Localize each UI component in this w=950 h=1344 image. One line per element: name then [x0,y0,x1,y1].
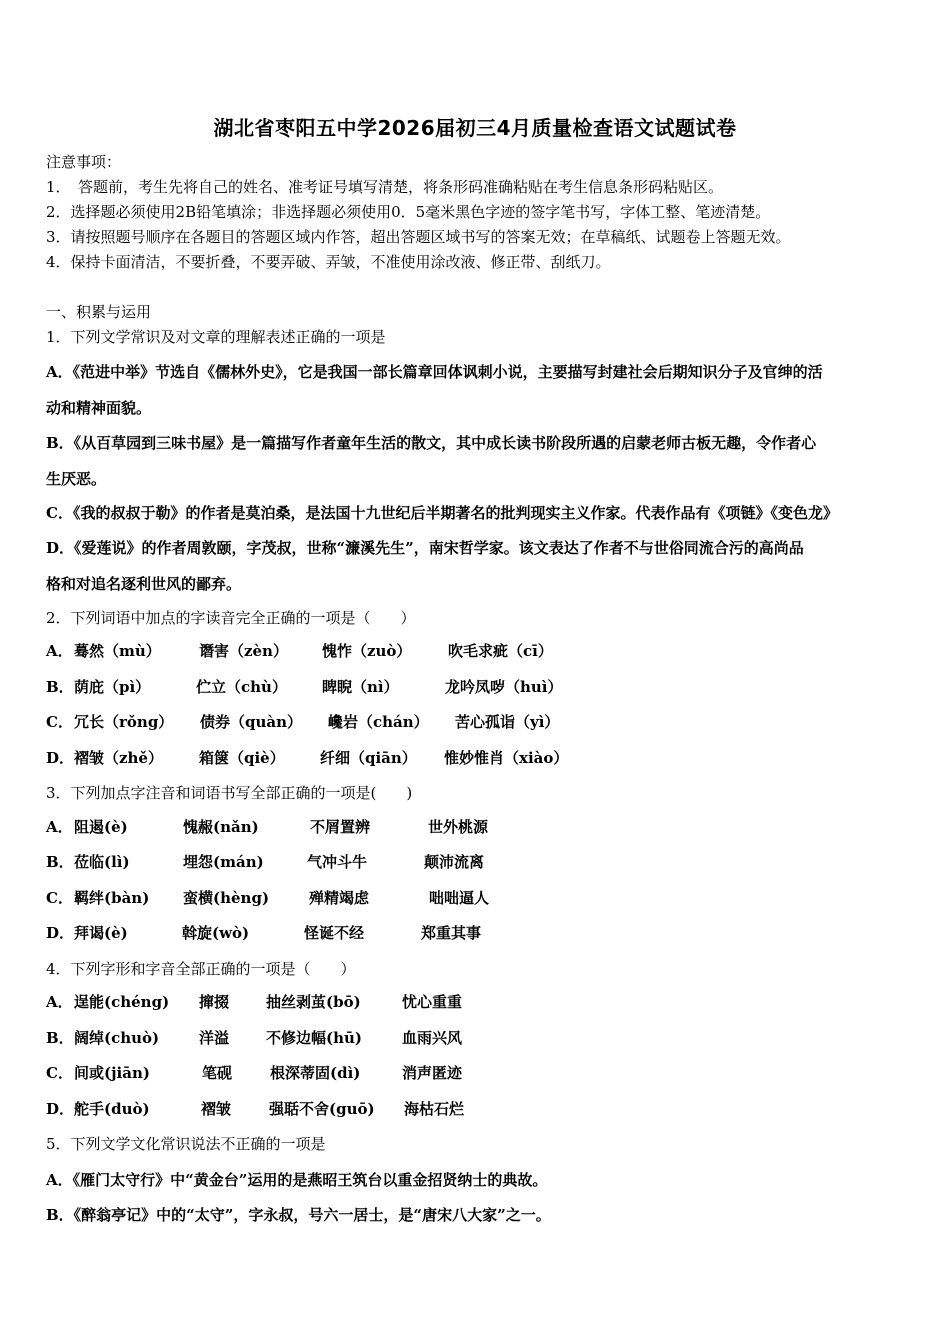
q3-stem: 3．下列加点字注音和词语书写全部正确的一项是( ) [46,784,413,802]
q2-option-a [46,641,553,661]
q1-option-d-line1: D．《爱莲说》的作者周敦颐，字茂叔，世称“濂溪先生”，南宋哲学家。该文表达了作者不与世俗同流合污的高尚品 [46,539,804,557]
option-word: 怪诞不经 [304,924,365,942]
option-label: C． [46,1064,73,1082]
option-label: C． [46,713,73,731]
option-word: 阻遏(è) [74,818,128,836]
q3-option-d [46,923,481,943]
option-word: 伫立（chù） [196,678,287,696]
notice-item-3: 3．请按照题号顺序在各题目的答题区域内作答，超出答题区域书写的答案无效；在草稿纸、试题卷上答题无效。 [46,228,791,246]
option-label: A． [46,642,73,660]
option-word: 纤细（qiān） [320,749,417,767]
notice-item-4: 4．保持卡面清洁，不要折叠，不要弄破、弄皱，不准使用涂改液、修正带、刮纸刀。 [46,253,611,271]
option-word: 冗长（rǒng） [74,713,174,731]
option-word: 龙吟凤哕（huì） [445,678,563,696]
option-word: 不屑置辨 [310,818,371,836]
option-label: B． [46,853,74,871]
notice-item-2: 2．选择题必须使用2B铅笔填涂；非选择题必须使用0．5毫米黑色字迹的签字笔书写，字体工整、笔迹清楚。 [46,203,771,221]
q1-stem: 1．下列文学常识及对文章的理解表述正确的一项是 [46,328,386,346]
q1-option-a-line2: 动和精神面貌。 [46,399,152,417]
q1-option-b-line2: 生厌恶。 [46,470,107,488]
option-word: 愧怍（zuò） [322,642,412,660]
option-word: 斡旋(wò) [182,924,250,942]
option-word: 咄咄逼人 [429,889,490,907]
option-word: 羁绊(bàn) [74,889,150,907]
q3-option-b [46,852,484,872]
option-label: D． [46,749,75,767]
option-word: 拜谒(è) [74,924,128,942]
q1-option-d-line2: 格和对追名逐利世风的鄙弃。 [46,575,242,593]
option-word: 不修边幅(hū) [266,1029,363,1047]
q4-stem: 4．下列字形和字音全部正确的一项是（ ） [46,960,356,978]
q2-option-c [46,712,559,732]
q1-option-a-line1: A．《范进中举》节选自《儒林外史》，它是我国一部长篇章回体讽刺小说，主要描写封建社会后期知识分子及官绅的活 [46,363,823,381]
q2-stem: 2．下列词语中加点的字读音完全正确的一项是（ ） [46,609,416,627]
option-word: 惟妙惟肖（xiào） [444,749,569,767]
q4-option-c [46,1063,462,1083]
option-word: 逞能(chéng) [74,993,170,1011]
option-word: 殚精竭虑 [309,889,370,907]
q5-option-b: B．《醉翁亭记》中的“太守”，字永叔，号六一居士，是“唐宋八大家”之一。 [46,1206,551,1224]
option-word: 强聒不舍(guō) [269,1100,375,1118]
option-word: 舵手(duò) [74,1100,150,1118]
option-word: 蓦然（mù） [74,642,161,660]
q4-option-b [46,1028,462,1048]
option-label: A． [46,818,73,836]
section-heading: 一、积累与运用 [46,303,152,321]
option-word: 笔砚 [202,1064,233,1082]
option-word: 债券（quàn） [200,713,303,731]
option-word: 撺掇 [199,993,230,1011]
option-word: 苦心孤诣（yì） [455,713,560,731]
option-word: 埋怨(mán) [183,853,264,871]
option-word: 愧赧(nǎn) [183,818,259,836]
option-word: 忧心重重 [402,993,463,1011]
option-word: 巉岩（chán） [328,713,429,731]
option-word: 莅临(lì) [74,853,130,871]
q1-option-b-line1: B．《从百草园到三味书屋》是一篇描写作者童年生活的散文，其中成长读书阶段所遇的启蒙老师古板无趣，令作者心 [46,434,817,452]
option-word: 吹毛求疵（cī） [448,642,553,660]
option-word: 世外桃源 [428,818,489,836]
option-label: D． [46,1100,75,1118]
option-word: 蛮横(hèng) [183,889,270,907]
option-word: 谮害（zèn） [199,642,288,660]
option-word: 褶皱 [201,1100,232,1118]
option-word: 荫庇（pì） [74,678,151,696]
notice-heading: 注意事项： [46,153,122,171]
q1-option-c: C．《我的叔叔于勒》的作者是莫泊桑，是法国十九世纪后半期著名的批判现实主义作家。代表作品有《项链》《变色龙》 [46,504,838,522]
option-word: 阔绰(chuò) [74,1029,160,1047]
option-label: B． [46,1029,74,1047]
q5-stem: 5．下列文学文化常识说法不正确的一项是 [46,1135,326,1153]
notice-item-1: 1． 答题前，考生先将自己的姓名、准考证号填写清楚，将条形码准确粘贴在考生信息条形码粘贴区。 [46,178,724,196]
option-word: 洋溢 [199,1029,230,1047]
option-word: 根深蒂固(dì) [270,1064,361,1082]
option-word: 颠沛流离 [424,853,485,871]
q4-option-d [46,1099,464,1119]
option-word: 抽丝剥茧(bō) [266,993,361,1011]
q5-option-a: A．《雁门太守行》中“黄金台”运用的是燕昭王筑台以重金招贤纳士的典故。 [46,1171,548,1189]
q2-option-d [46,748,568,768]
option-word: 气冲斗牛 [307,853,368,871]
option-word: 血雨兴风 [402,1029,463,1047]
q3-option-a [46,817,488,837]
option-word: 郑重其事 [421,924,482,942]
q3-option-c [46,888,489,908]
option-word: 间或(jiān) [74,1064,150,1082]
option-word: 褶皱（zhě） [74,749,163,767]
option-label: A． [46,993,73,1011]
page-title: 湖北省枣阳五中学2026届初三4月质量检查语文试题试卷 [213,116,737,140]
option-label: B． [46,678,74,696]
option-word: 睥睨（nì） [322,678,399,696]
q2-option-b [46,677,563,697]
q4-option-a [46,992,462,1012]
option-word: 消声匿迹 [402,1064,463,1082]
option-word: 海枯石烂 [404,1100,465,1118]
option-label: C． [46,889,73,907]
option-label: D． [46,924,75,942]
option-word: 箱箧（qiè） [199,749,285,767]
